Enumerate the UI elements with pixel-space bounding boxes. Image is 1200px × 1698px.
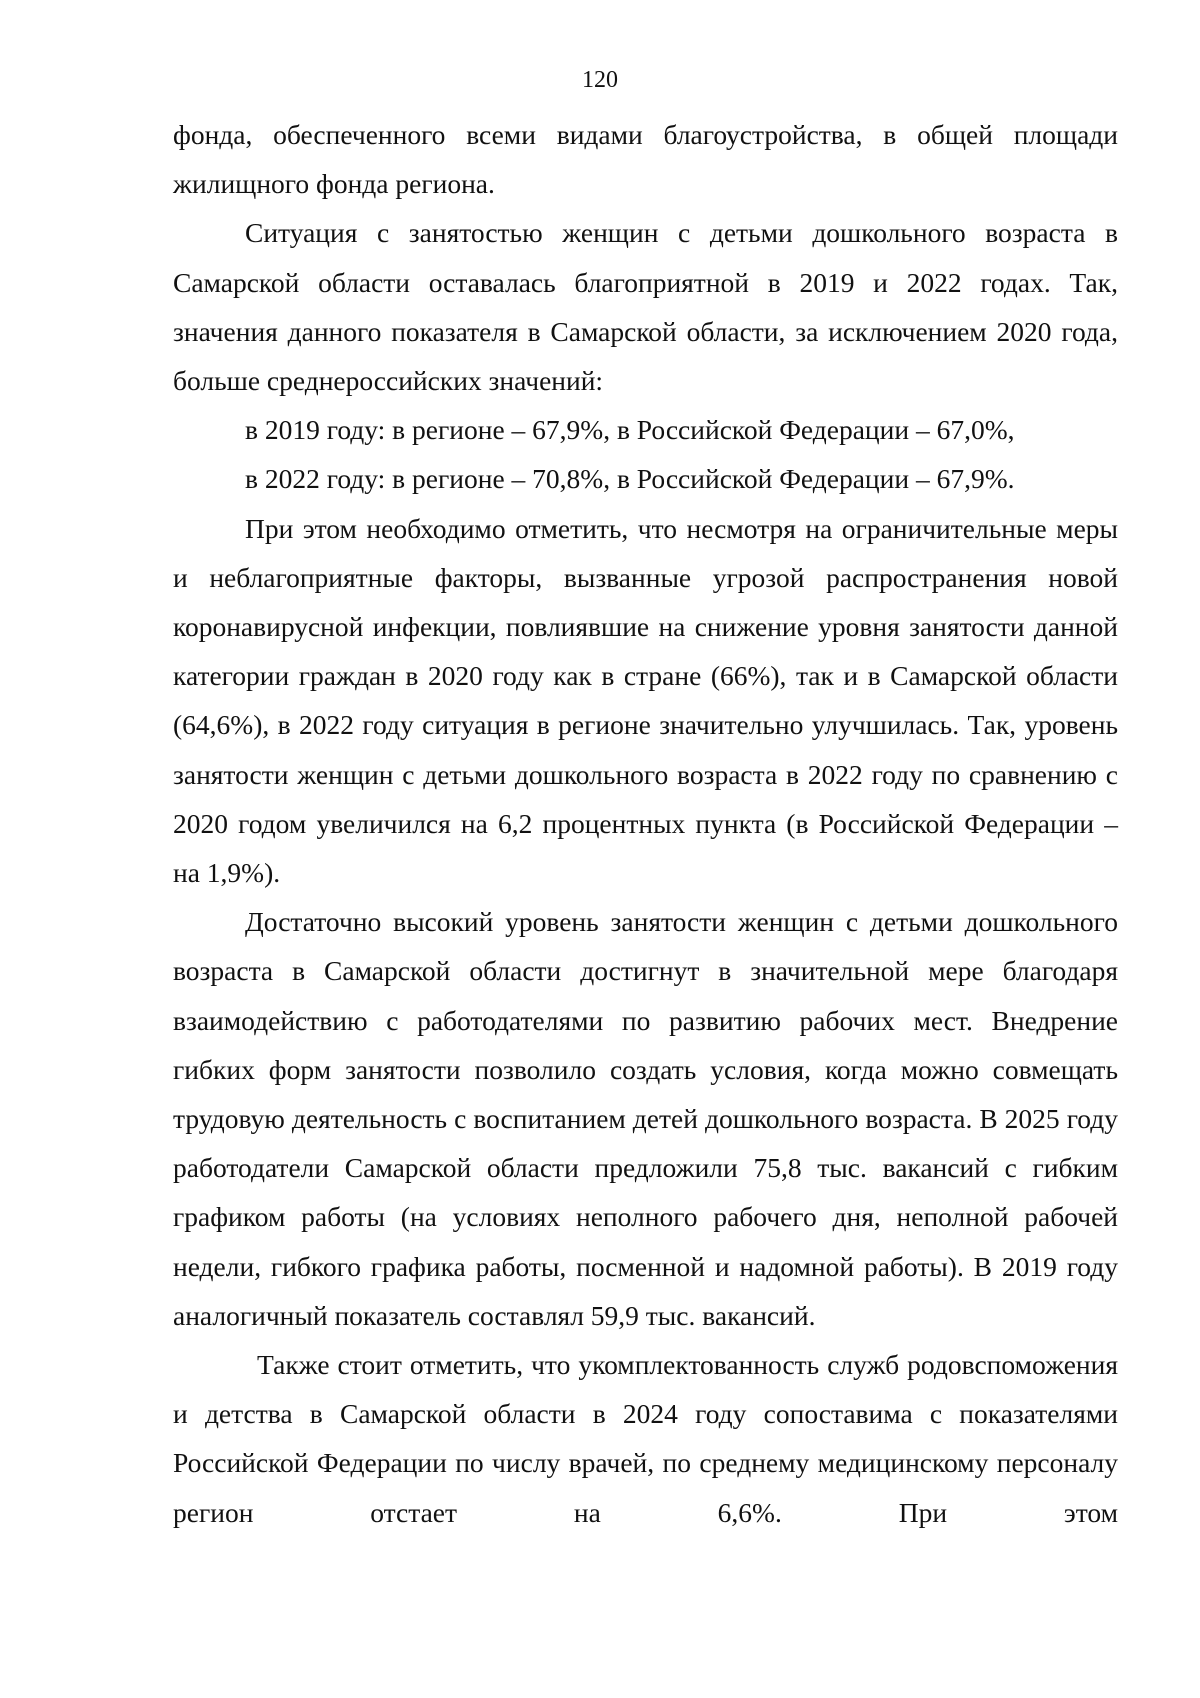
list-item-2022: в 2022 году: в регионе – 70,8%, в Российской Федерации – 67,9%. [245, 463, 1015, 495]
paragraph-flexible-employment: Достаточно высокий уровень занятости женщин с детьми дошкольного возраста в Самарской области достигнут в значительной мере благодаря взаимодействию с работодателями по развитию рабочих мест. Внедрение гибких форм занятости позволило создать условия, когда можно совмещать трудовую деятельность с воспитанием детей дошкольного возраста. В 2025 году работодатели Самарской области предложили 75,8 тыс. вакансий с гибким графиком работы (на условиях неполного рабочего дня, неполной рабочей недели, гибкого графика работы, посменной и надомной работы). В 2019 году аналогичный показатель составлял 59,9 тыс. вакансий. [173, 906, 1118, 1331]
page-number: 120 [582, 67, 618, 93]
list-item-2019: в 2019 году: в регионе – 67,9%, в Российской Федерации – 67,0%, [245, 414, 1015, 446]
paragraph-maternity-services: Также стоит отметить, что укомплектованность служб родовспоможения и детства в Самарской области в 2024 году сопоставима с показателями Российской Федерации по числу врачей, по среднему медицинскому персоналу регион отстает на 6,6%. При этом [173, 1349, 1118, 1528]
paragraph-pandemic-impact: При этом необходимо отметить, что несмотря на ограничительные меры и неблагоприятные факторы, вызванные угрозой распространения новой коронавирусной инфекции, повлиявшие на снижение уровня занятости данной категории граждан в 2020 году как в стране (66%), так и в Самарской области (64,6%), в 2022 году ситуация в регионе значительно улучшилась. Так, уровень занятости женщин с детьми дошкольного возраста в 2022 году по сравнению с 2020 годом увеличился на 6,2 процентных пункта (в Российской Федерации – на 1,9%). [173, 512, 1118, 889]
paragraph-employment-situation: Ситуация с занятостью женщин с детьми дошкольного возраста в Самарской области оставалась благоприятной в 2019 и 2022 годах. Так, значения данного показателя в Самарской области, за исключением 2020 года, больше среднероссийских значений: [173, 217, 1118, 397]
paragraph-continuation: фонда, обеспеченного всеми видами благоустройства, в общей площади жилищного фонда региона. [173, 119, 1118, 200]
document-body [173, 110, 1118, 1537]
